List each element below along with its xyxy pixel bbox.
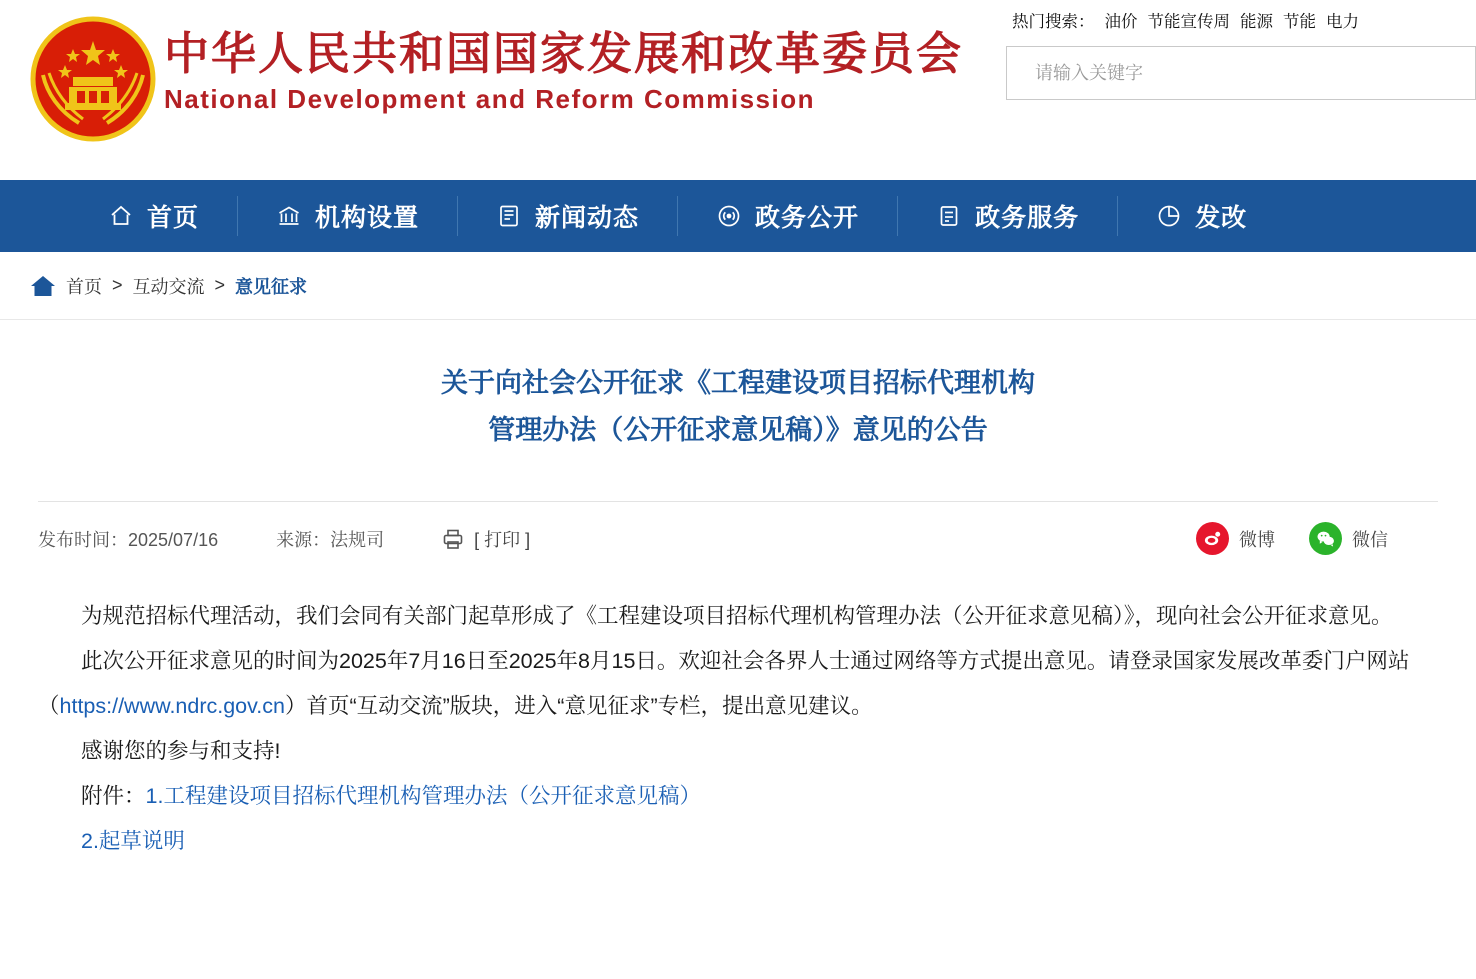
attachment-link-2[interactable]: 2.起草说明 — [81, 829, 185, 854]
home-icon — [30, 274, 56, 298]
nav-item-organization[interactable] — [238, 196, 458, 236]
hot-search-item[interactable]: 电力 — [1326, 13, 1359, 31]
share-group — [1196, 522, 1388, 555]
printer-icon — [442, 529, 464, 549]
main-nav — [0, 180, 1476, 252]
share-wechat-label: 微信 — [1352, 529, 1388, 550]
home-icon — [108, 203, 134, 229]
attachment-line-2 — [38, 819, 1438, 864]
search-input[interactable] — [1033, 62, 1475, 85]
site-title-block — [164, 26, 963, 115]
bank-icon — [276, 203, 302, 229]
news-icon — [496, 203, 522, 229]
nav-label: 机构设置 — [315, 204, 420, 232]
site-title-cn: 中华人民共和国国家发展和改革委员会 — [164, 28, 964, 79]
pie-icon — [1156, 203, 1182, 229]
article-meta — [38, 502, 1438, 576]
nav-label: 政务公开 — [755, 204, 860, 232]
nav-item-government-services[interactable] — [898, 196, 1118, 236]
print-label: [ 打印 ] — [474, 529, 531, 550]
breadcrumb — [0, 252, 1476, 320]
hot-search-label: 热门搜索： — [1012, 13, 1095, 31]
page-title-line1: 关于向社会公开征求《工程建设项目招标代理机构 — [441, 368, 1035, 398]
paragraph-2 — [38, 639, 1438, 729]
site-title-en: National Development and Reform Commission — [164, 84, 815, 115]
breadcrumb-level2[interactable]: 互动交流 — [132, 276, 205, 297]
search-box[interactable] — [1006, 46, 1476, 100]
nav-item-news[interactable] — [458, 196, 678, 236]
attachment-label: 附件： — [81, 784, 146, 809]
source — [276, 526, 384, 552]
hot-search-item[interactable]: 油价 — [1104, 13, 1138, 31]
nav-label: 政务服务 — [975, 204, 1080, 232]
breadcrumb-home[interactable]: 首页 — [66, 276, 102, 297]
breadcrumb-separator: > — [214, 275, 226, 295]
publish-time-value: 2025/07/16 — [128, 529, 219, 550]
share-weibo[interactable] — [1196, 522, 1275, 555]
ndrc-website-link[interactable]: https://www.ndrc.gov.cn — [59, 693, 285, 718]
breadcrumb-separator: > — [112, 275, 123, 295]
attachment-line — [38, 774, 1438, 819]
publish-time-label: 发布时间： — [38, 529, 128, 550]
paragraph-1: 为规范招标代理活动，我们会同有关部门起草形成了《工程建设项目招标代理机构管理办法（公开征求意见稿）》，现向社会公开征求意见。 — [81, 603, 1393, 628]
nav-item-home[interactable] — [0, 196, 238, 236]
wechat-icon — [1309, 522, 1342, 555]
page-title — [38, 320, 1438, 455]
attachment-link-1[interactable]: 1.工程建设项目招标代理机构管理办法（公开征求意见稿） — [145, 784, 701, 809]
source-label: 来源： — [276, 529, 331, 550]
paragraph-2-post: ）首页“互动交流”版块，进入“意见征求”专栏，提出意见建议。 — [284, 693, 873, 718]
paragraph-2-pre: 此次公开征求意见的时间为2025年7月16日至2025年8月15日。欢迎社会各界人士通过网络等方式提出意见。请登录国家发展改革委门户网站（ — [38, 648, 1410, 718]
nav-label: 发改 — [1195, 204, 1248, 232]
nav-label: 新闻动态 — [535, 204, 640, 232]
nav-item-reform[interactable] — [1118, 196, 1285, 236]
publish-time — [38, 526, 218, 552]
hot-search-row — [1006, 8, 1476, 32]
hot-search-item[interactable]: 能源 — [1240, 13, 1273, 31]
breadcrumb-current: 意见征求 — [235, 276, 308, 297]
share-weibo-label: 微博 — [1239, 529, 1275, 550]
search-area — [1006, 8, 1476, 100]
national-emblem-icon — [28, 14, 158, 144]
article — [0, 320, 1476, 864]
page-title-line2: 管理办法（公开征求意见稿）》意见的公告 — [488, 415, 988, 446]
print-button[interactable] — [442, 526, 530, 552]
source-value: 法规司 — [330, 529, 385, 550]
hot-search-item[interactable]: 节能宣传周 — [1147, 13, 1230, 31]
paragraph-3: 感谢您的参与和支持! — [81, 738, 281, 763]
site-header — [0, 0, 1476, 180]
document-icon — [936, 203, 962, 229]
weibo-icon — [1196, 522, 1229, 555]
nav-label: 首页 — [147, 204, 200, 232]
broadcast-icon — [716, 203, 742, 229]
share-wechat[interactable] — [1309, 522, 1388, 555]
nav-item-government-disclosure[interactable] — [678, 196, 898, 236]
hot-search-item[interactable]: 节能 — [1283, 13, 1316, 31]
article-body — [38, 576, 1438, 865]
